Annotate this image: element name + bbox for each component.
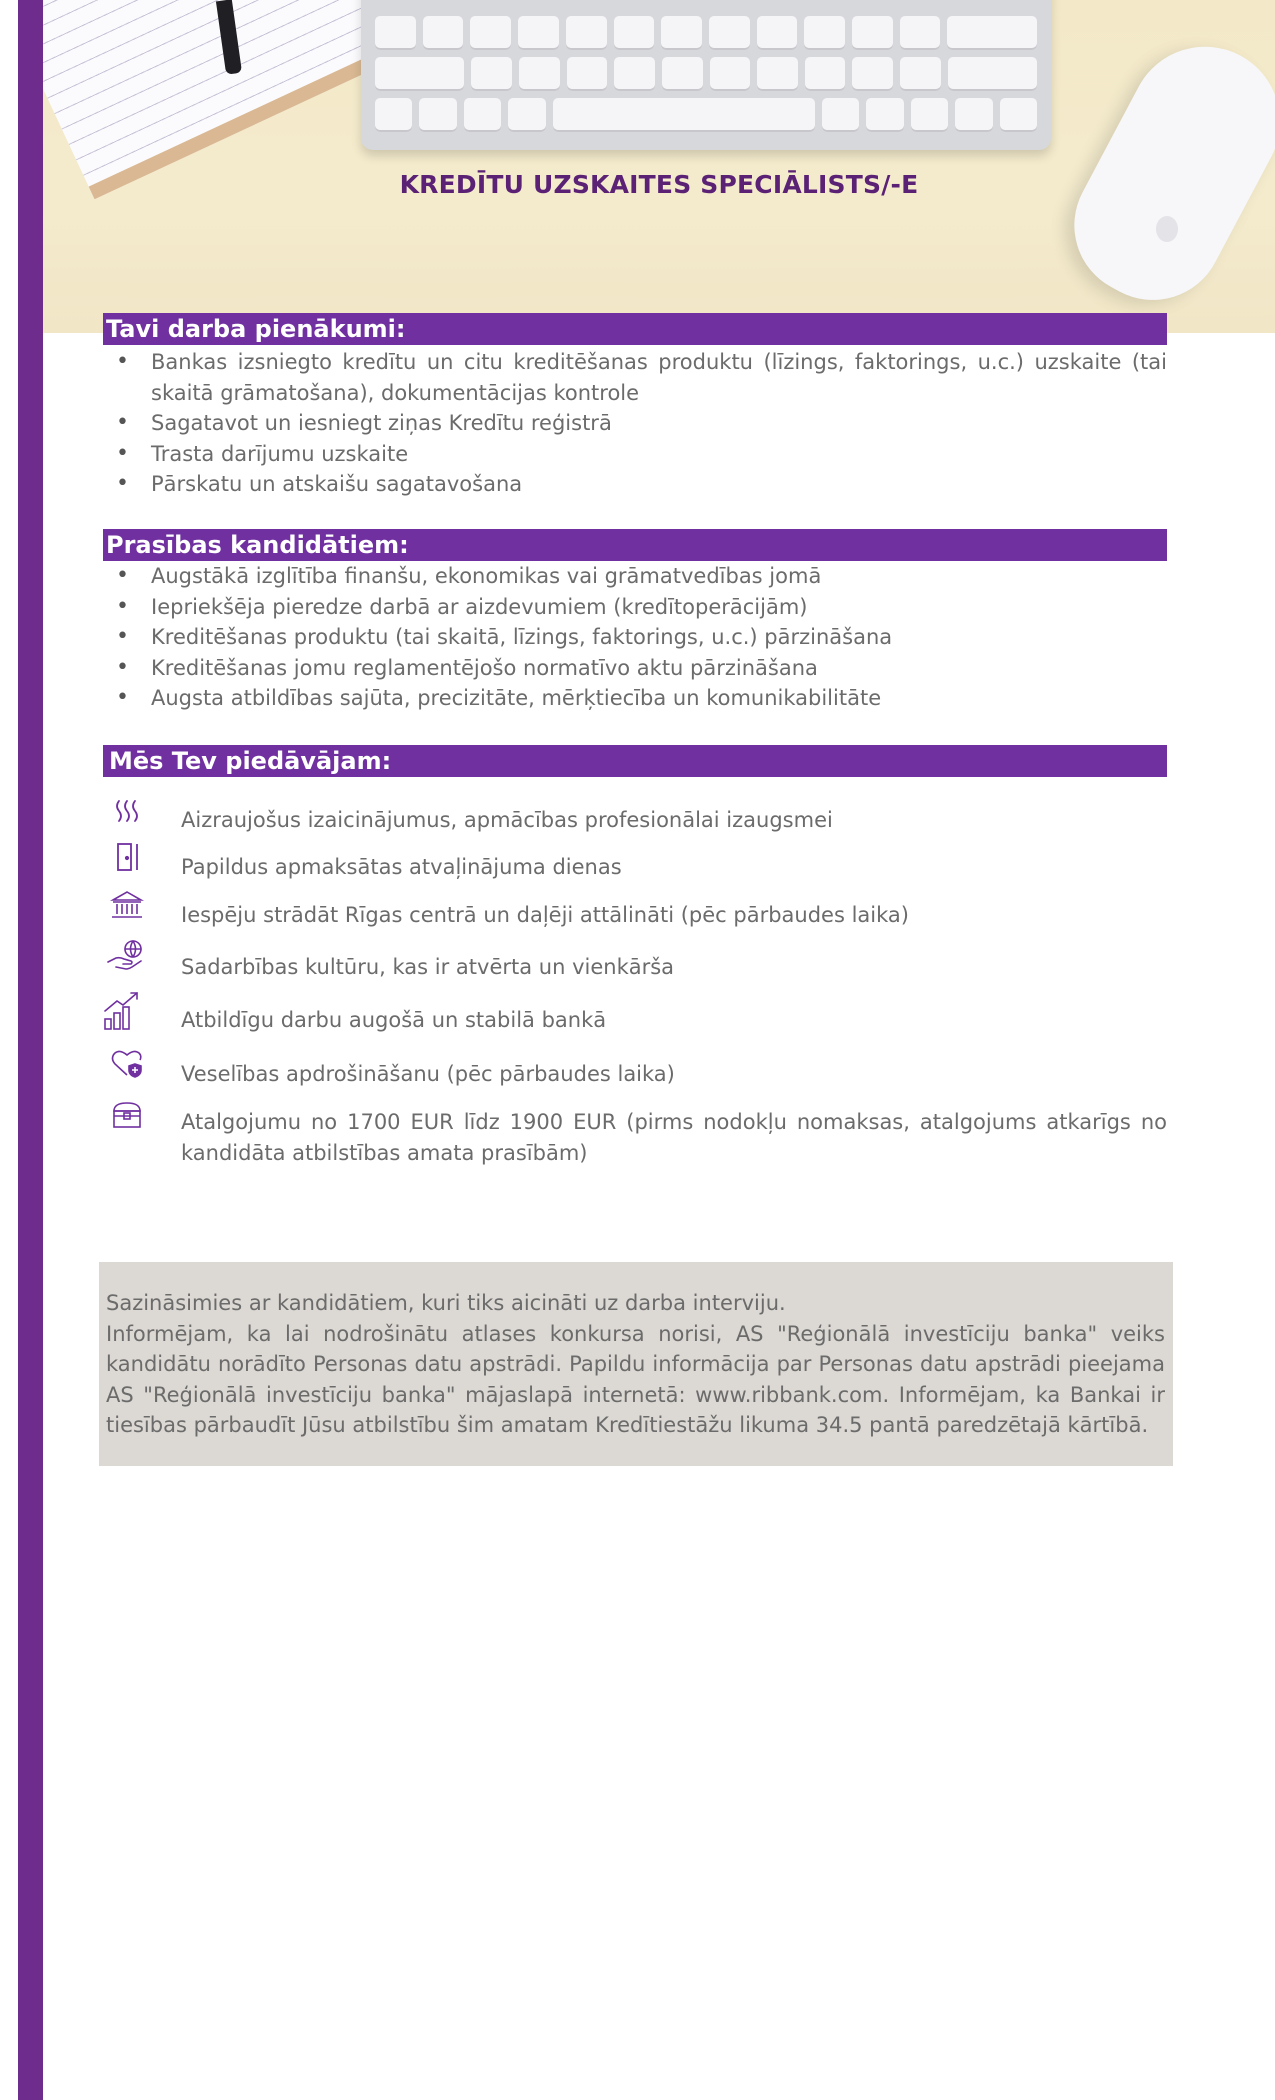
- offer-text: Iespēju strādāt Rīgas centrā un daļēji attālināti (pēc pārbaudes laika): [181, 903, 909, 927]
- apple-logo-icon: [1156, 216, 1178, 242]
- bank-building-icon: [109, 888, 145, 924]
- list-item: • Kreditēšanas produktu (tai skaitā, līzings, faktorings, u.c.) pārzināšana: [103, 622, 1167, 653]
- growth-chart-icon: [101, 989, 141, 1031]
- requirements-list: [103, 561, 1167, 714]
- list-item: • Sagatavot un iesniegt ziņas Kredītu reģistrā: [103, 408, 1167, 439]
- offer-text: Aizraujošus izaicinājumus, apmācības profesionālai izaugsmei: [181, 808, 833, 832]
- list-item: • Augsta atbildības sajūta, precizitāte, mērķtiecība un komunikabilitāte: [103, 683, 1167, 714]
- list-item: • Kreditēšanas jomu reglamentējošo normatīvo aktu pārzināšana: [103, 653, 1167, 684]
- offer-text: Atalgojumu no 1700 EUR līdz 1900 EUR (pirms nodokļu nomaksas, atalgojums atkarīgs no kandidāta atbilstības amata prasībām): [181, 1110, 1167, 1165]
- list-item: • Iepriekšēja pieredze darbā ar aizdevumiem (kredītoperācijām): [103, 592, 1167, 623]
- contact-line-2: Informējam, ka lai nodrošinātu atlases konkursa norisi, AS "Reģionālā investīciju banka" veiks kandidātu norādīto Personas datu apstrādi. Papildu informācija par Personas datu apstrādi pieejama AS "Reģionālā investīciju banka" mājaslapā internetā: www.ribbank.com. Informējam, ka Bankai ir tiesības pārbaudīt Jūsu atbilstību šim amatam Kredītiestāžu likuma 34.5 pantā paredzētajā kārtībā.: [106, 1321, 1165, 1437]
- contact-text: [99, 1262, 1173, 1441]
- offer-text: Veselības apdrošināšanu (pēc pārbaudes laika): [181, 1062, 675, 1086]
- duties-section: [103, 313, 1167, 500]
- contact-info-box: [99, 1262, 1173, 1466]
- job-title: KREDĪTU UZSKAITES SPECIĀLISTS/-E: [399, 170, 919, 199]
- requirements-section: [103, 529, 1167, 714]
- offer-text: Atbildīgu darbu augošā un stabilā bankā: [181, 1008, 607, 1032]
- offer-text: Papildus apmaksātas atvaļinājuma dienas: [181, 855, 622, 879]
- offer-section: [103, 745, 1167, 777]
- waves-icon: [109, 797, 145, 833]
- left-accent-bar: [18, 0, 43, 2100]
- duties-list: [103, 347, 1167, 500]
- hand-globe-icon: [105, 938, 147, 976]
- offer-text: Sadarbības kultūru, kas ir atvērta un vienkārša: [181, 955, 675, 979]
- list-item: • Augstākā izglītība finanšu, ekonomikas vai grāmatvedības jomā: [103, 561, 1167, 592]
- offer-heading: Mēs Tev piedāvājam:: [103, 745, 1167, 777]
- list-item: • Bankas izsniegto kredītu un citu kreditēšanas produktu (līzings, faktorings, u.c.) uzskaite (tai skaitā grāmatošana), dokumentācijas kontrole: [103, 347, 1167, 408]
- header-banner: [43, 0, 1275, 333]
- requirements-heading: Prasības kandidātiem:: [103, 529, 1167, 561]
- keyboard-image: [361, 0, 1051, 150]
- door-icon: [109, 840, 145, 876]
- treasure-chest-icon: [109, 1097, 145, 1133]
- list-item: • Trasta darījumu uzskaite: [103, 439, 1167, 470]
- list-item: • Pārskatu un atskaišu sagatavošana: [103, 469, 1167, 500]
- contact-line-1: Sazināsimies ar kandidātiem, kuri tiks aicināti uz darba interviju.: [106, 1291, 786, 1315]
- heart-shield-icon: [109, 1047, 145, 1083]
- duties-heading: Tavi darba pienākumi:: [103, 313, 1167, 345]
